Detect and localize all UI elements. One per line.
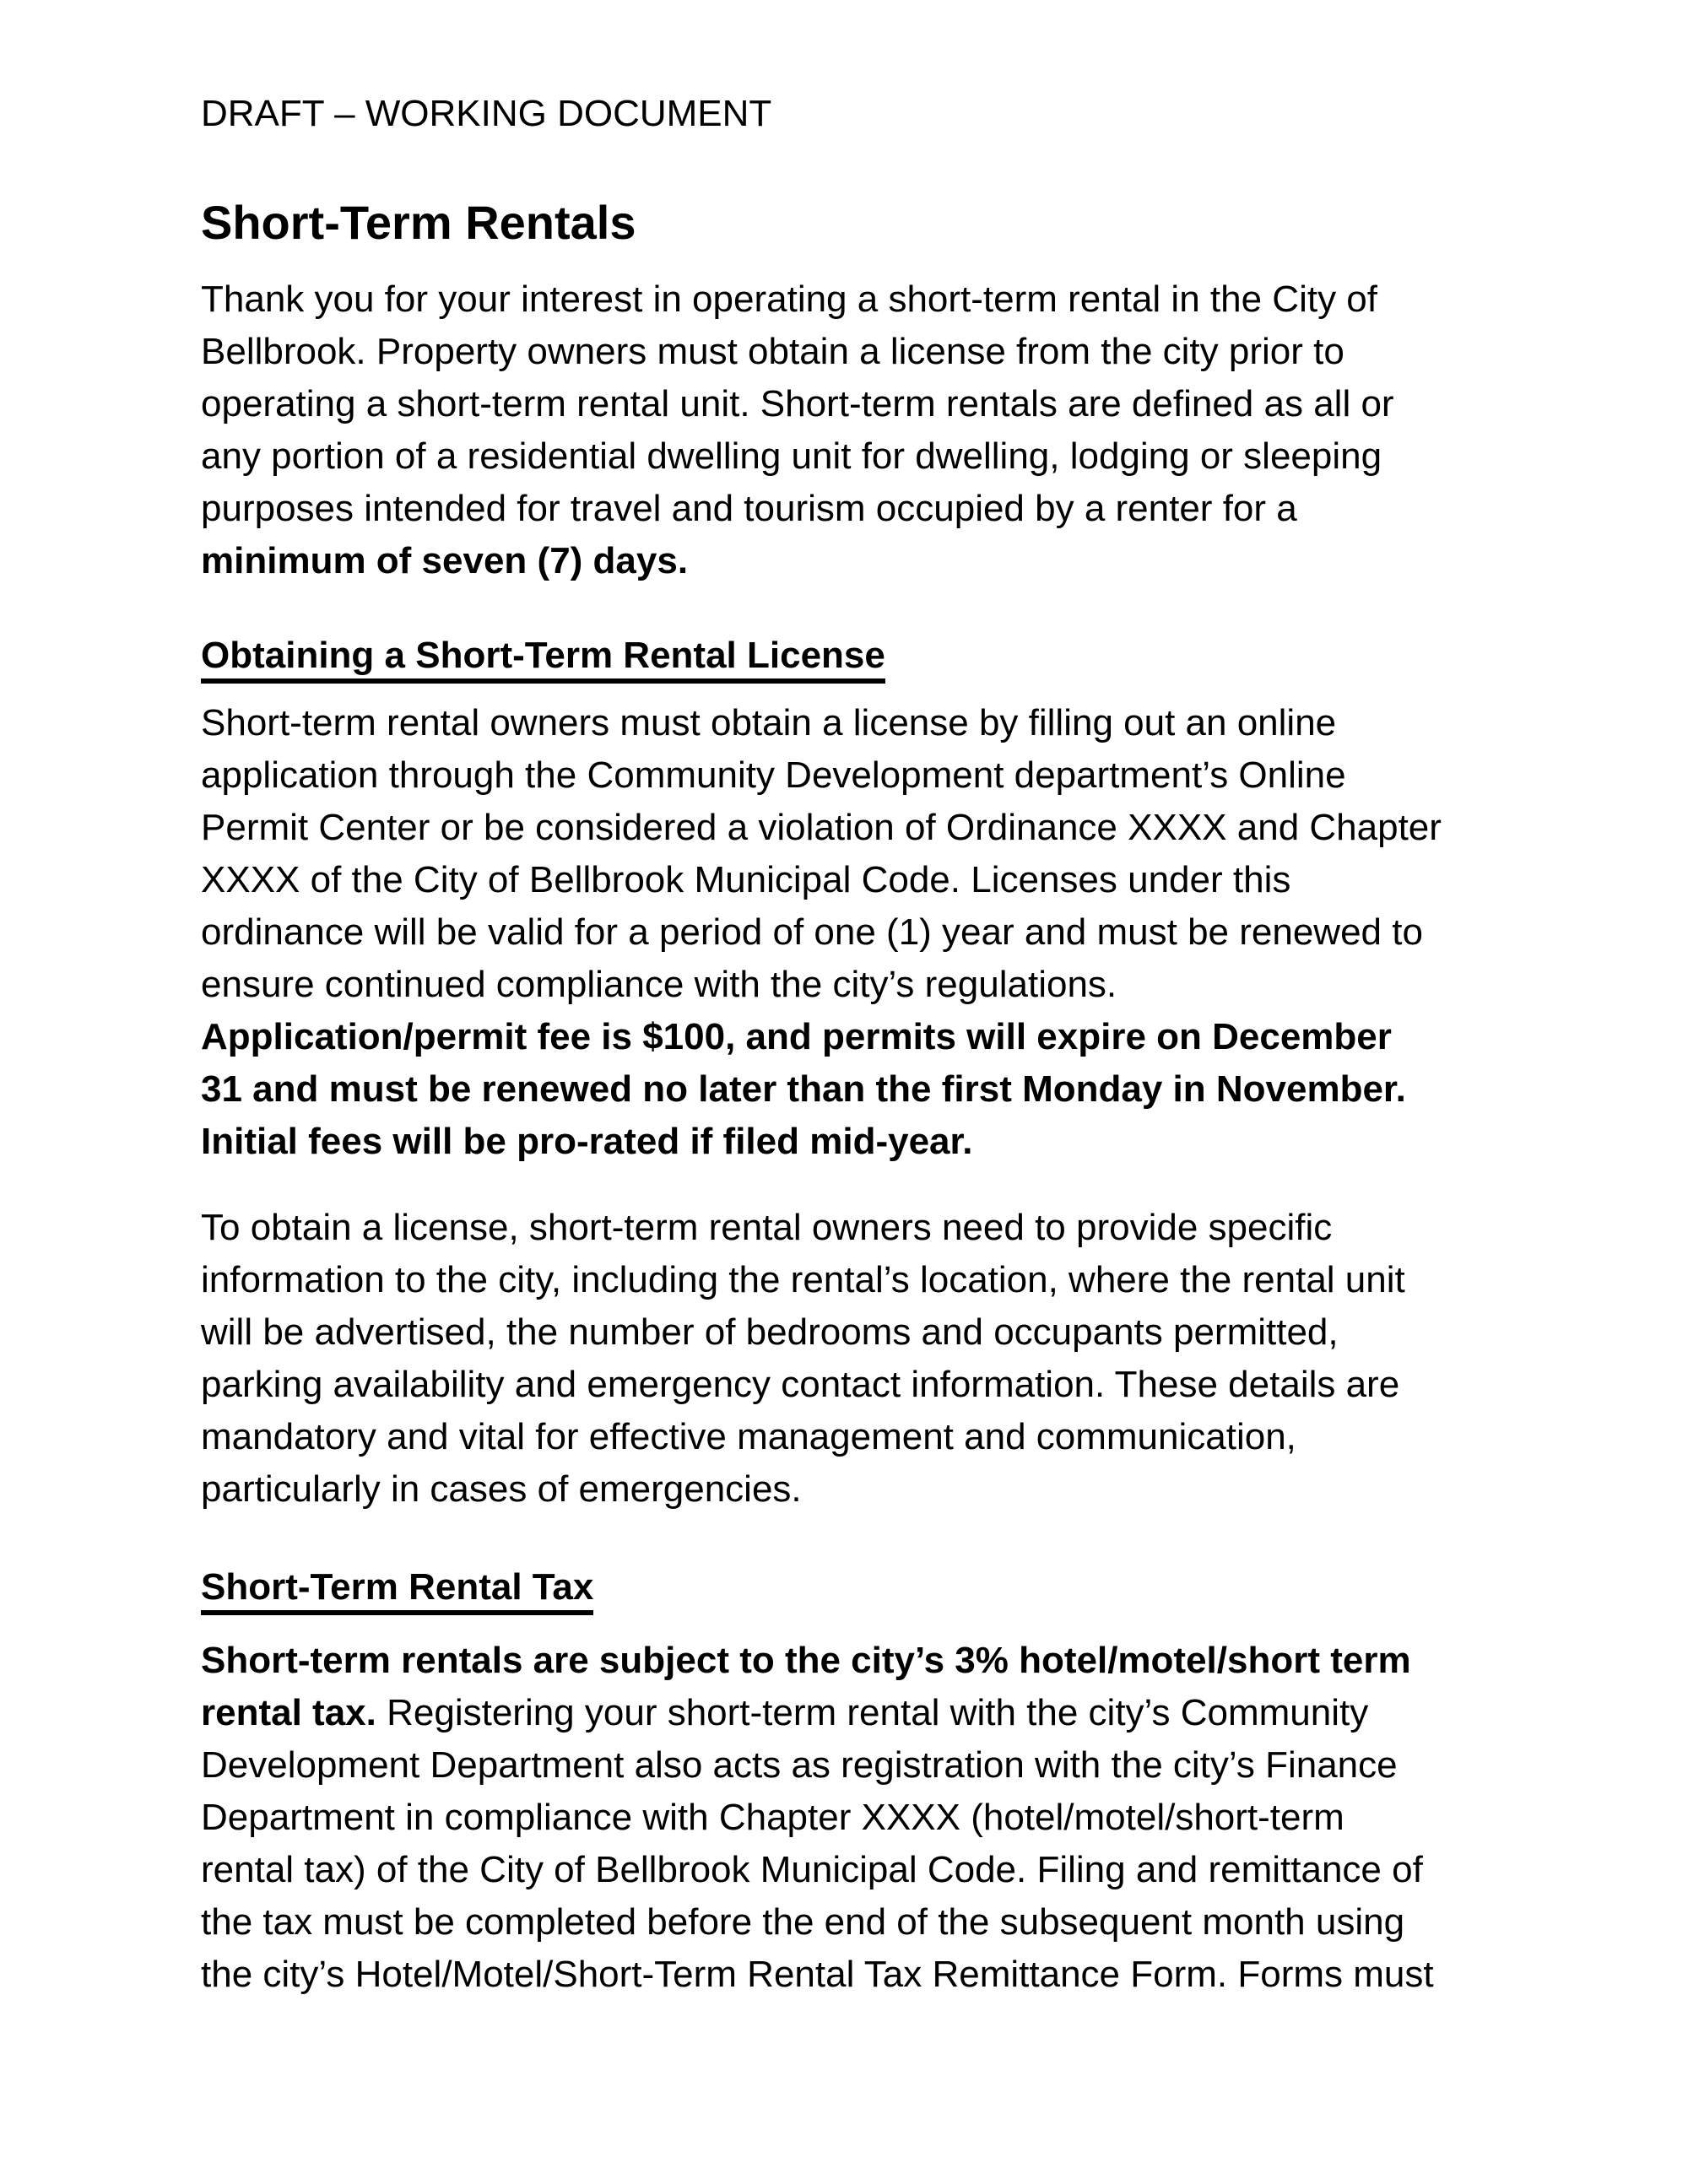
draft-watermark-header: DRAFT – WORKING DOCUMENT [201, 93, 772, 134]
text-line [201, 906, 1519, 959]
section-heading-text: Obtaining a Short-Term Rental License [201, 635, 885, 684]
text-line [201, 1011, 1519, 1063]
text-line [201, 854, 1519, 906]
text-line [201, 483, 1519, 535]
text-run: mandatory and vital for effective management and communication, [201, 1416, 1296, 1457]
text-line [201, 378, 1519, 430]
text-run: purposes intended for travel and tourism occupied by a renter for a [201, 488, 1297, 529]
text-line [201, 1411, 1519, 1463]
text-line [201, 1359, 1519, 1411]
text-run: Development Department also acts as registration with the city’s Finance [201, 1744, 1398, 1786]
bold-text-run: rental tax. [201, 1692, 376, 1733]
paragraph [201, 273, 1519, 587]
text-line [201, 1202, 1519, 1254]
text-line [201, 1063, 1519, 1116]
text-run: any portion of a residential dwelling unit for dwelling, lodging or sleeping [201, 435, 1382, 477]
text-line [201, 1635, 1519, 1687]
bold-text-run: Application/permit fee is $100, and permits will expire on December [201, 1016, 1392, 1057]
text-run: ensure continued compliance with the city’s regulations. [201, 964, 1117, 1005]
bold-text-run: 31 and must be renewed no later than the first Monday in November. [201, 1068, 1406, 1110]
text-line [201, 273, 1519, 326]
text-line [201, 959, 1519, 1011]
text-run: parking availability and emergency contact information. These details are [201, 1364, 1400, 1405]
text-line [201, 697, 1519, 749]
bold-text-run: Short-term rentals are subject to the city’s 3% hotel/motel/short term [201, 1640, 1411, 1681]
text-line [201, 802, 1519, 854]
paragraph [201, 1635, 1519, 2001]
document-body [201, 273, 1519, 2001]
text-run: rental tax) of the City of Bellbrook Municipal Code. Filing and remittance of [201, 1849, 1423, 1890]
section-heading [201, 1561, 1519, 1614]
text-run: Short-term rental owners must obtain a license by filling out an online [201, 702, 1337, 743]
text-line [201, 1792, 1519, 1844]
text-line [201, 1306, 1519, 1359]
text-line [201, 1116, 1519, 1168]
text-run: Registering your short-term rental with the city’s Community [376, 1692, 1369, 1733]
text-line [201, 1949, 1519, 2001]
text-run: the city’s Hotel/Motel/Short-Term Rental Tax Remittance Form. Forms must [201, 1954, 1434, 1995]
paragraph [201, 1202, 1519, 1516]
text-run: ordinance will be valid for a period of one (1) year and must be renewed to [201, 911, 1423, 953]
text-run: information to the city, including the rental’s location, where the rental unit [201, 1259, 1405, 1300]
text-run: particularly in cases of emergencies. [201, 1468, 802, 1510]
text-run: Department in compliance with Chapter XXXX (hotel/motel/short-term [201, 1797, 1344, 1838]
section-heading [201, 630, 1519, 682]
text-run: operating a short-term rental unit. Short-term rentals are defined as all or [201, 383, 1394, 424]
text-run: application through the Community Development department’s Online [201, 754, 1346, 796]
text-run: Bellbrook. Property owners must obtain a license from the city prior to [201, 331, 1344, 372]
text-line [201, 1463, 1519, 1516]
paragraph [201, 697, 1519, 1168]
text-run: the tax must be completed before the end of the subsequent month using [201, 1901, 1405, 1943]
text-line [201, 1739, 1519, 1792]
text-line [201, 1687, 1519, 1739]
text-line [201, 1254, 1519, 1306]
text-line [201, 1844, 1519, 1896]
page-title: Short-Term Rentals [201, 196, 636, 249]
text-run: Thank you for your interest in operating a short-term rental in the City of [201, 278, 1377, 320]
text-run: will be advertised, the number of bedrooms and occupants permitted, [201, 1311, 1339, 1353]
text-run: XXXX of the City of Bellbrook Municipal Code. Licenses under this [201, 859, 1291, 900]
text-line [201, 1896, 1519, 1949]
text-run: To obtain a license, short-term rental owners need to provide specific [201, 1207, 1333, 1248]
text-line [201, 326, 1519, 378]
text-line [201, 749, 1519, 802]
bold-text-run: minimum of seven (7) days. [201, 540, 689, 581]
text-line [201, 430, 1519, 483]
text-run: Permit Center or be considered a violation of Ordinance XXXX and Chapter [201, 807, 1442, 848]
text-line [201, 535, 1519, 587]
section-heading-text: Short-Term Rental Tax [201, 1566, 593, 1615]
bold-text-run: Initial fees will be pro-rated if filed mid-year. [201, 1121, 973, 1162]
